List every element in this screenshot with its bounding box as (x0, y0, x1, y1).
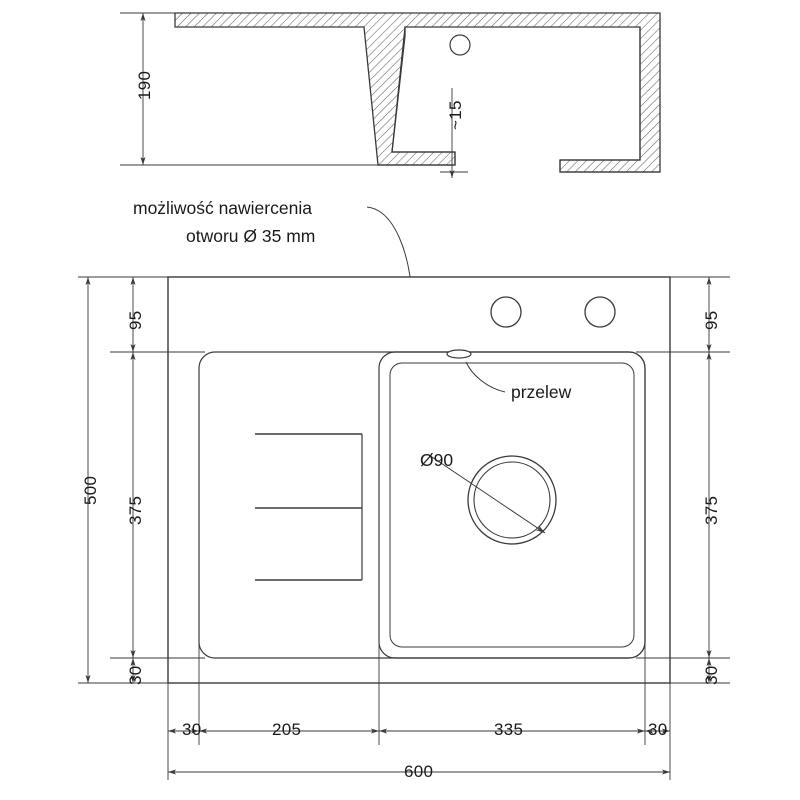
section-view (175, 13, 660, 172)
tap-hole-main (491, 297, 521, 327)
dim-label-wall-thickness: ~15 (446, 100, 465, 130)
dim-label-bottom-600: 600 (404, 762, 434, 781)
dim-label-left-375: 375 (126, 495, 145, 525)
tap-hole-section (450, 35, 470, 55)
tap-hole-secondary (585, 297, 615, 327)
note-line-1: możliwość nawiercenia (133, 198, 312, 218)
overflow-slot (447, 350, 471, 358)
dim-label-left-500: 500 (81, 475, 100, 505)
note-line-2: otworu Ø 35 mm (186, 226, 316, 246)
bowl-outer-wall (560, 27, 640, 160)
overflow-label: przelew (511, 382, 572, 402)
sink-outline (168, 277, 670, 683)
dim-label-left-30: 30 (126, 665, 145, 685)
dim-label-bottom-205: 205 (272, 720, 302, 739)
section-body (175, 13, 660, 172)
dim-label-bottom-30-right: 30 (648, 720, 668, 739)
dim-label-right-95: 95 (702, 310, 721, 330)
dim-label-bottom-335: 335 (494, 720, 524, 739)
dim-label-right-375: 375 (702, 495, 721, 525)
dim-label-left-95: 95 (126, 310, 145, 330)
plan-view (168, 277, 670, 683)
dim-label-right-30: 30 (702, 665, 721, 685)
dim-label-section-height: 190 (135, 70, 154, 100)
dim-label-bottom-30-left: 30 (182, 720, 202, 739)
drain-diameter-label: Ø90 (420, 450, 454, 470)
